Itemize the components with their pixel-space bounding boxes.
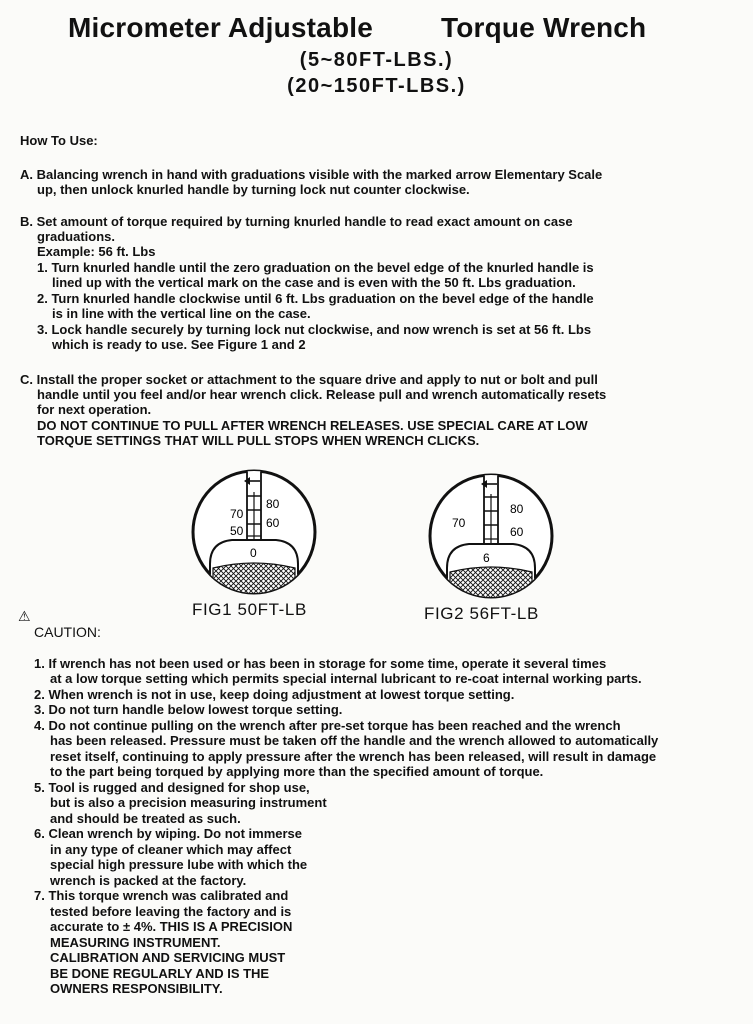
scale-mark: 60 <box>510 525 524 539</box>
section-c <box>20 373 740 453</box>
handle-mark: 6 <box>483 551 490 565</box>
step-line: which is ready to use. See Figure 1 and 2 <box>52 337 306 352</box>
scale-mark: 50 <box>230 524 244 538</box>
subtitle-range-1: (5~80FT-LBS.) <box>299 49 454 71</box>
section-a <box>20 168 740 200</box>
warning-icon: ⚠ <box>18 608 31 624</box>
step-line: 3. Lock handle securely by turning lock nut clockwise, and now wrench is set at 56 ft. Lbs <box>37 322 592 337</box>
title-part-1: Micrometer Adjustable <box>68 12 374 43</box>
subtitle-range-2: (20~150FT-LBS.) <box>287 75 466 97</box>
caution-line: tested before leaving the factory and is <box>50 904 292 919</box>
step-line: lined up with the vertical mark on the case and is even with the 50 ft. Lbs graduation. <box>52 275 576 290</box>
figure-2-caption: FIG2 56FT-LB <box>424 604 539 623</box>
caution-line: 5. Tool is rugged and designed for shop use, <box>34 780 310 795</box>
section-b-line: B. Set amount of torque required by turning knurled handle to read exact amount on case <box>20 214 573 229</box>
scale-mark: 80 <box>510 502 524 516</box>
scale-mark: 70 <box>230 507 244 521</box>
caution-line: in any type of cleaner which may affect <box>50 842 292 857</box>
section-a-line: A. Balancing wrench in hand with graduations visible with the marked arrow Elementary Scale <box>20 167 603 182</box>
caution-heading: CAUTION: <box>34 624 101 640</box>
warning-line: DO NOT CONTINUE TO PULL AFTER WRENCH RELEASES. USE SPECIAL CARE AT LOW <box>37 418 588 433</box>
caution-line: 1. If wrench has not been used or has been in storage for some time, operate it several times <box>34 656 607 671</box>
title-part-2: Torque Wrench <box>441 12 647 43</box>
caution-line: 3. Do not turn handle below lowest torque setting. <box>34 702 343 717</box>
warning-line: TORQUE SETTINGS THAT WILL PULL STOPS WHEN WRENCH CLICKS. <box>37 433 480 448</box>
step-line: is in line with the vertical line on the case. <box>52 306 311 321</box>
step-line: 1. Turn knurled handle until the zero graduation on the bevel edge of the knurled handle is <box>37 260 594 275</box>
section-a-line: up, then unlock knurled handle by turning lock nut counter clockwise. <box>37 182 470 197</box>
caution-line: special high pressure lube with which the <box>50 857 308 872</box>
section-b <box>20 215 740 355</box>
how-to-use-heading: How To Use: <box>20 133 98 148</box>
knurl-pattern <box>450 567 532 598</box>
caution-line: OWNERS RESPONSIBILITY. <box>50 981 223 996</box>
caution-line: BE DONE REGULARLY AND IS THE <box>50 966 270 981</box>
figure-1-caption: FIG1 50FT-LB <box>192 600 307 619</box>
caution-line: has been released. Pressure must be taken off the handle and the wrench allowed to automatically <box>50 733 659 748</box>
caution-line: CALIBRATION AND SERVICING MUST <box>50 950 286 965</box>
caution-line: 7. This torque wrench was calibrated and <box>34 888 289 903</box>
scale-mark: 80 <box>266 497 280 511</box>
caution-line: 4. Do not continue pulling on the wrench after pre-set torque has been reached and the wrench <box>34 718 621 733</box>
caution-line: at a low torque setting which permits special internal lubricant to re-coat internal working parts. <box>50 671 642 686</box>
section-c-line: handle until you feel and/or hear wrench click. Release pull and wrench automatically resets <box>37 387 607 402</box>
figure-1-dial <box>186 466 322 598</box>
handle-mark: 0 <box>250 546 257 560</box>
section-c-line: for next operation. <box>37 402 152 417</box>
caution-line: and should be treated as such. <box>50 811 241 826</box>
caution-line: 6. Clean wrench by wiping. Do not immerse <box>34 826 302 841</box>
knurl-pattern <box>213 563 295 594</box>
caution-line: 2. When wrench is not in use, keep doing adjustment at lowest torque setting. <box>34 687 515 702</box>
scale-mark: 60 <box>266 516 280 530</box>
caution-line: wrench is packed at the factory. <box>50 873 247 888</box>
scale-mark: 70 <box>452 516 466 530</box>
caution-line: to the part being torqued by applying more than the specified amount of torque. <box>50 764 544 779</box>
section-c-line: C. Install the proper socket or attachment to the square drive and apply to nut or bolt and pull <box>20 372 598 387</box>
step-line: 2. Turn knurled handle clockwise until 6 ft. Lbs graduation on the bevel edge of the handle <box>37 291 594 306</box>
caution-line: reset itself, continuing to apply pressure after the wrench has been released, will result in damage <box>50 749 657 764</box>
example-line: Example: 56 ft. Lbs <box>37 244 156 259</box>
caution-line: MEASURING INSTRUMENT. <box>50 935 221 950</box>
caution-line: accurate to ± 4%. THIS IS A PRECISION <box>50 919 293 934</box>
caution-line: but is also a precision measuring instrument <box>50 795 327 810</box>
document-title <box>0 12 753 52</box>
caution-list <box>34 657 744 1007</box>
section-b-line: graduations. <box>37 229 116 244</box>
figure-2-dial <box>423 470 559 602</box>
